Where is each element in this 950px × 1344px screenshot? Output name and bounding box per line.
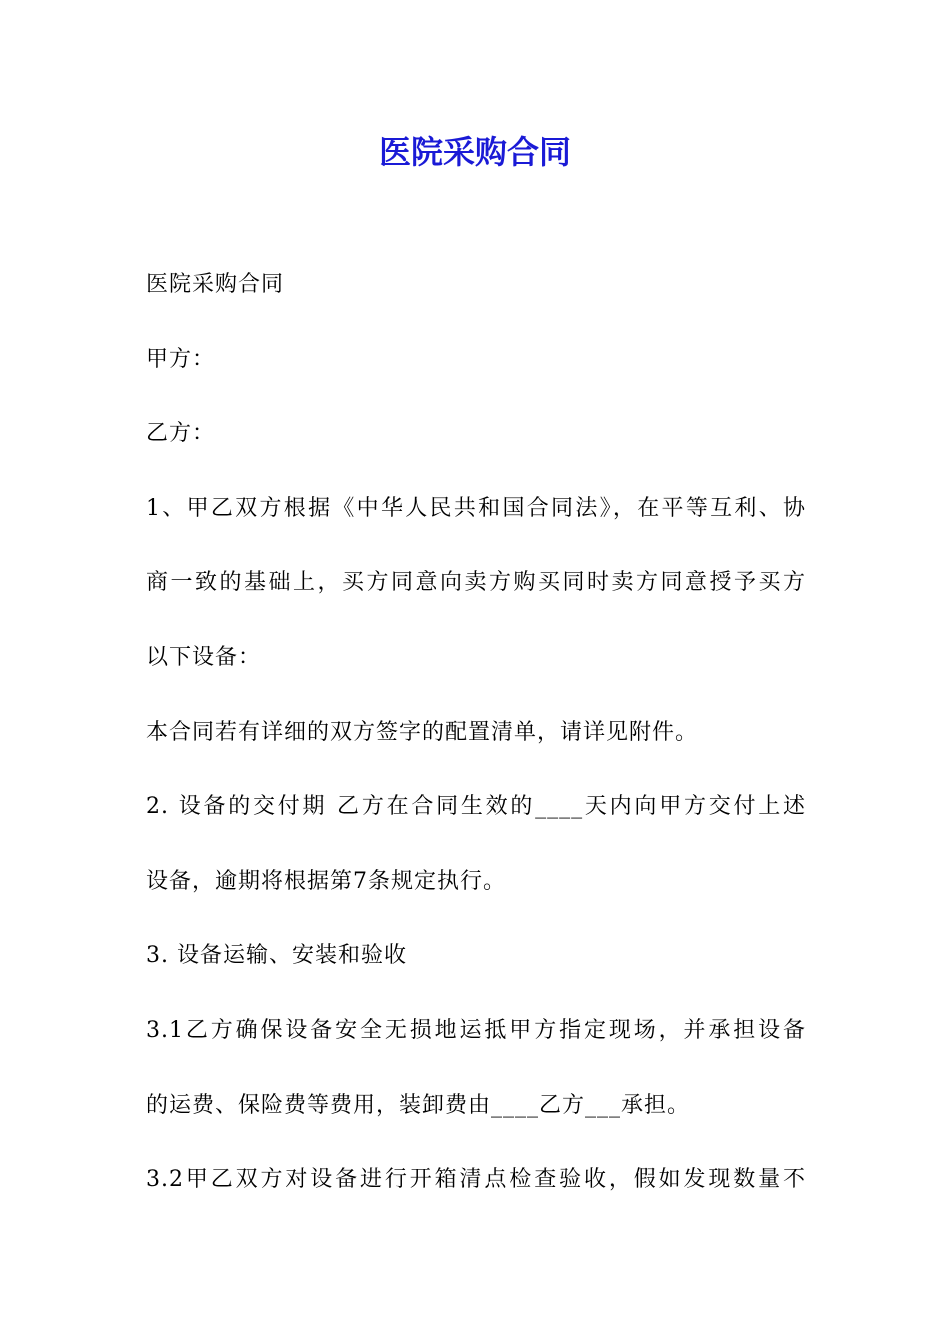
clause-1-line-1: 1、甲乙双方根据《中华人民共和国合同法》，在平等互利、协 [146,495,806,521]
clause-2-line-1: 2. 设备的交付期 乙方在合同生效的____天内向甲方交付上述 [146,794,806,820]
body-line-heading: 医院采购合同 [146,272,285,297]
document-body [146,260,806,1230]
clause-3-1-line-1: 3.1乙方确保设备安全无损地运抵甲方指定现场，并承担设备 [146,1017,806,1043]
party-a-line: 甲方： [146,346,216,372]
clause-3-heading: 3. 设备运输、安装和验收 [146,943,407,969]
clause-2-line-2: 设备，逾期将根据第7条规定执行。 [146,868,506,894]
clause-1-line-2: 商一致的基础上，买方同意向卖方购买同时卖方同意授予买方 [146,570,806,596]
document-title: 医院采购合同 [378,133,571,171]
clause-3-1-line-2: 的运费、保险费等费用，装卸费由____乙方___承担。 [146,1092,691,1118]
clause-1-line-3: 以下设备： [146,644,262,670]
clause-3-2-line-1: 3.2甲乙双方对设备进行开箱清点检查验收，假如发现数量不 [146,1167,806,1193]
attachment-note-line: 本合同若有详细的双方签字的配置清单，请详见附件。 [146,719,699,745]
party-b-line: 乙方： [146,421,216,447]
